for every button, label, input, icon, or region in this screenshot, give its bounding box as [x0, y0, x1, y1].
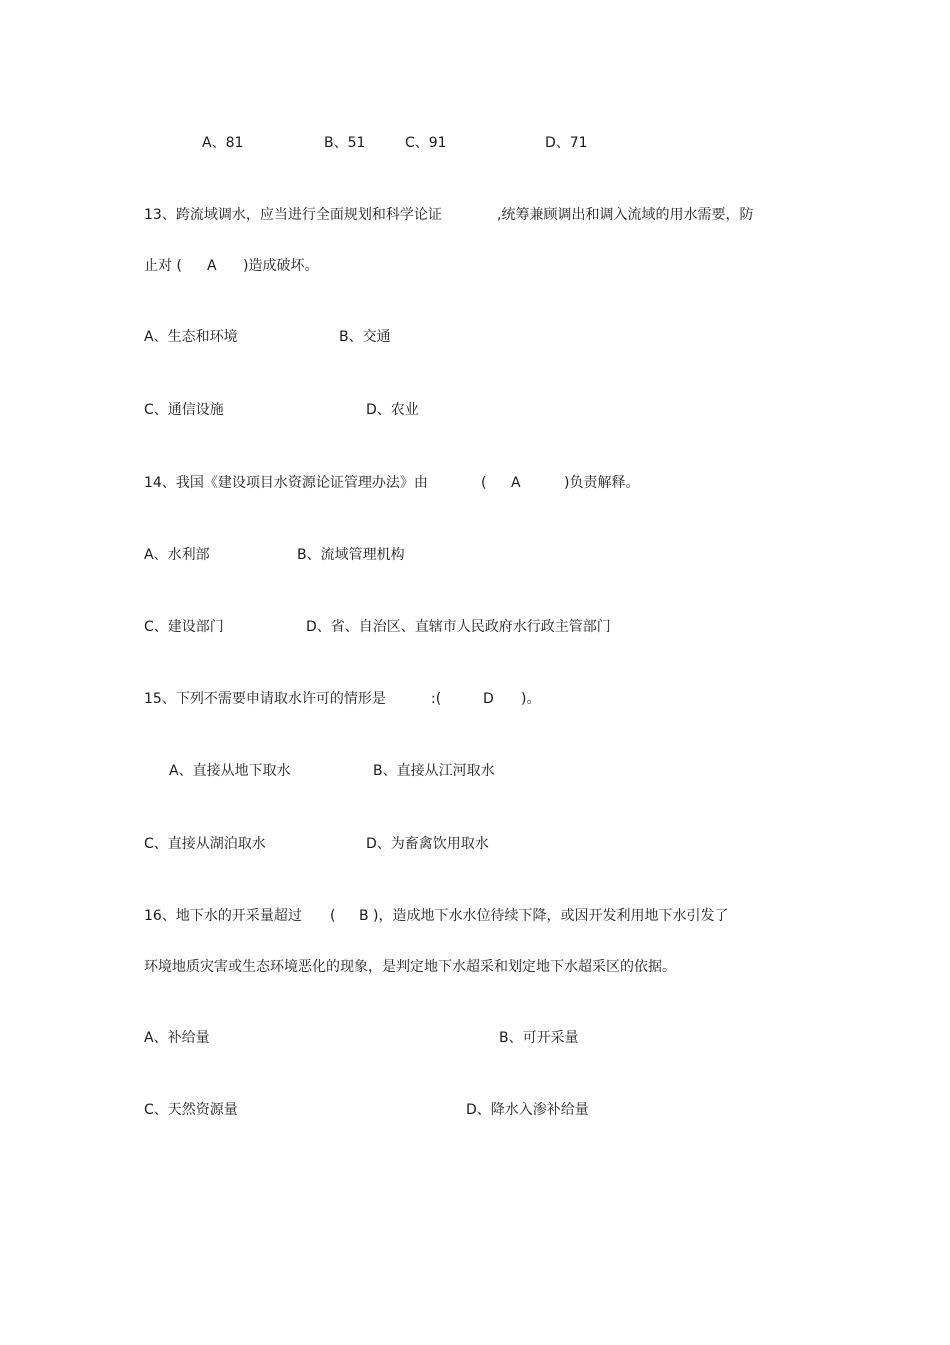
q12-option-c: C、91 [405, 135, 447, 151]
q13-question-line2-end: )造成破坏。 [243, 258, 319, 274]
q16-answer: B [359, 908, 369, 924]
q14-option-a: A、水利部 [144, 547, 210, 563]
q13-option-c: C、通信设施 [144, 402, 224, 418]
q15-option-a: A、直接从地下取水 [169, 763, 291, 779]
q15-question-text: 15、下列不需要申请取水许可的情形是 [144, 691, 386, 707]
q12-option-d: D、71 [545, 135, 588, 151]
q16-option-b: B、可开采量 [499, 1030, 579, 1046]
q13-answer: A [207, 258, 217, 274]
q16-option-c: C、天然资源量 [144, 1102, 238, 1118]
q16-question-cont: )，造成地下水水位待续下降，或因开发利用地下水引发了 [373, 908, 729, 924]
q16-paren-open: ( [330, 908, 336, 924]
q13-option-d: D、农业 [366, 402, 419, 418]
q16-option-a: A、补给量 [144, 1030, 210, 1046]
q14-option-c: C、建设部门 [144, 619, 224, 635]
q15-answer: D [483, 691, 494, 707]
q14-answer: A [511, 475, 521, 491]
q14-question-end: )负责解释。 [564, 475, 640, 491]
q14-option-b: B、流域管理机构 [297, 547, 405, 563]
q16-question-text: 16、地下水的开采量超过 [144, 908, 302, 924]
q13-question-text: 13、跨流域调水，应当进行全面规划和科学论证 [144, 207, 442, 223]
q14-question-text: 14、我国《建设项目水资源论证管理办法》由 [144, 475, 428, 491]
q12-option-b: B、51 [324, 135, 366, 151]
q14-paren-open: ( [481, 475, 487, 491]
q15-option-c: C、直接从湖泊取水 [144, 836, 266, 852]
q13-question-text-cont: ,统筹兼顾调出和调入流域的用水需要，防 [497, 207, 754, 223]
q15-question-end: )。 [521, 691, 541, 707]
q13-option-a: A、生态和环境 [144, 329, 238, 345]
q15-option-b: B、直接从江河取水 [373, 763, 495, 779]
q13-option-b: B、交通 [339, 329, 391, 345]
q13-question-line2: 止对 ( [144, 258, 182, 274]
q15-option-d: D、为畜禽饮用取水 [366, 836, 489, 852]
q14-option-d: D、省、自治区、直辖市人民政府水行政主管部门 [306, 619, 611, 635]
q16-option-d: D、降水入渗补给量 [466, 1102, 589, 1118]
q12-option-a: A、81 [202, 135, 244, 151]
q15-paren-open: :( [431, 691, 442, 707]
q16-question-line2: 环境地质灾害或生态环境恶化的现象，是判定地下水超采和划定地下水超采区的依据。 [144, 959, 676, 975]
